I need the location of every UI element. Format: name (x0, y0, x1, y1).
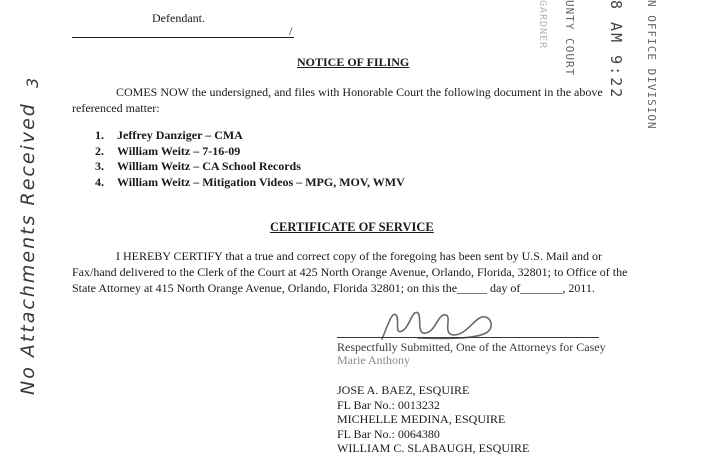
notice-intro-paragraph: COMES NOW the undersigned, and files with Honorable Court the following document in the above referenced matter: (72, 85, 603, 115)
signature-line (337, 337, 599, 338)
signature-scrawl (378, 305, 503, 345)
list-item: 2. William Weitz – 7-16-09 (95, 143, 241, 158)
list-item: 1. Jeffrey Danziger – CMA (95, 128, 243, 142)
list-item: 4. William Weitz – Mitigation Videos – MPG, MOV, WMV (95, 174, 405, 189)
caption-divider-line (72, 37, 294, 38)
handwritten-initial: 3 (23, 77, 42, 88)
filed-documents-list (95, 128, 405, 190)
handwritten-margin-note (0, 0, 60, 456)
certificate-title: CERTIFICATE OF SERVICE (270, 220, 434, 234)
attorney-line: FL Bar No.: 0013232 (337, 397, 440, 412)
defendant-label: Defendant. (152, 11, 205, 25)
clerk-filing-stamp (535, 0, 711, 130)
attorney-line: FL Bar No.: 0064380 (337, 426, 440, 441)
stamp-text-4: N OFFICE DIVISION (645, 0, 658, 130)
attorney-line: MICHELLE MEDINA, ESQUIRE (337, 412, 506, 427)
stamp-text-2: UNTY COURT (563, 0, 576, 77)
submission-line-1: Respectfully Submitted, One of the Attorneys for Casey (337, 340, 606, 354)
list-item: 3. William Weitz – CA School Records (95, 159, 301, 173)
attorney-line: JOSE A. BAEZ, ESQUIRE (337, 383, 470, 397)
attorney-line: WILLIAM C. SLABAUGH, ESQUIRE (337, 441, 530, 456)
caption-slash: / (289, 24, 293, 38)
attorney-block (337, 383, 529, 456)
stamp-text-3: 8 AM 9:22 (607, 0, 625, 100)
submission-line-2: Marie Anthony (337, 353, 410, 367)
submission-statement (337, 341, 606, 367)
handwritten-note-text: No Attachments Received (17, 102, 39, 395)
stamp-text-1: GARDNER (537, 0, 548, 50)
certificate-body: I HEREBY CERTIFY that a true and correct copy of the foregoing has been sent by U.S. Mail and or Fax/hand delivered to the Clerk of the Court at 425 North Orange Avenue, Orlando, Florida, 32801; to Office of the State Attorney at 415 North Orange Avenue, Orlando, Florida 32801; on this the_____ day of_______, 2011. (72, 249, 628, 295)
notice-title: NOTICE OF FILING (297, 55, 410, 69)
